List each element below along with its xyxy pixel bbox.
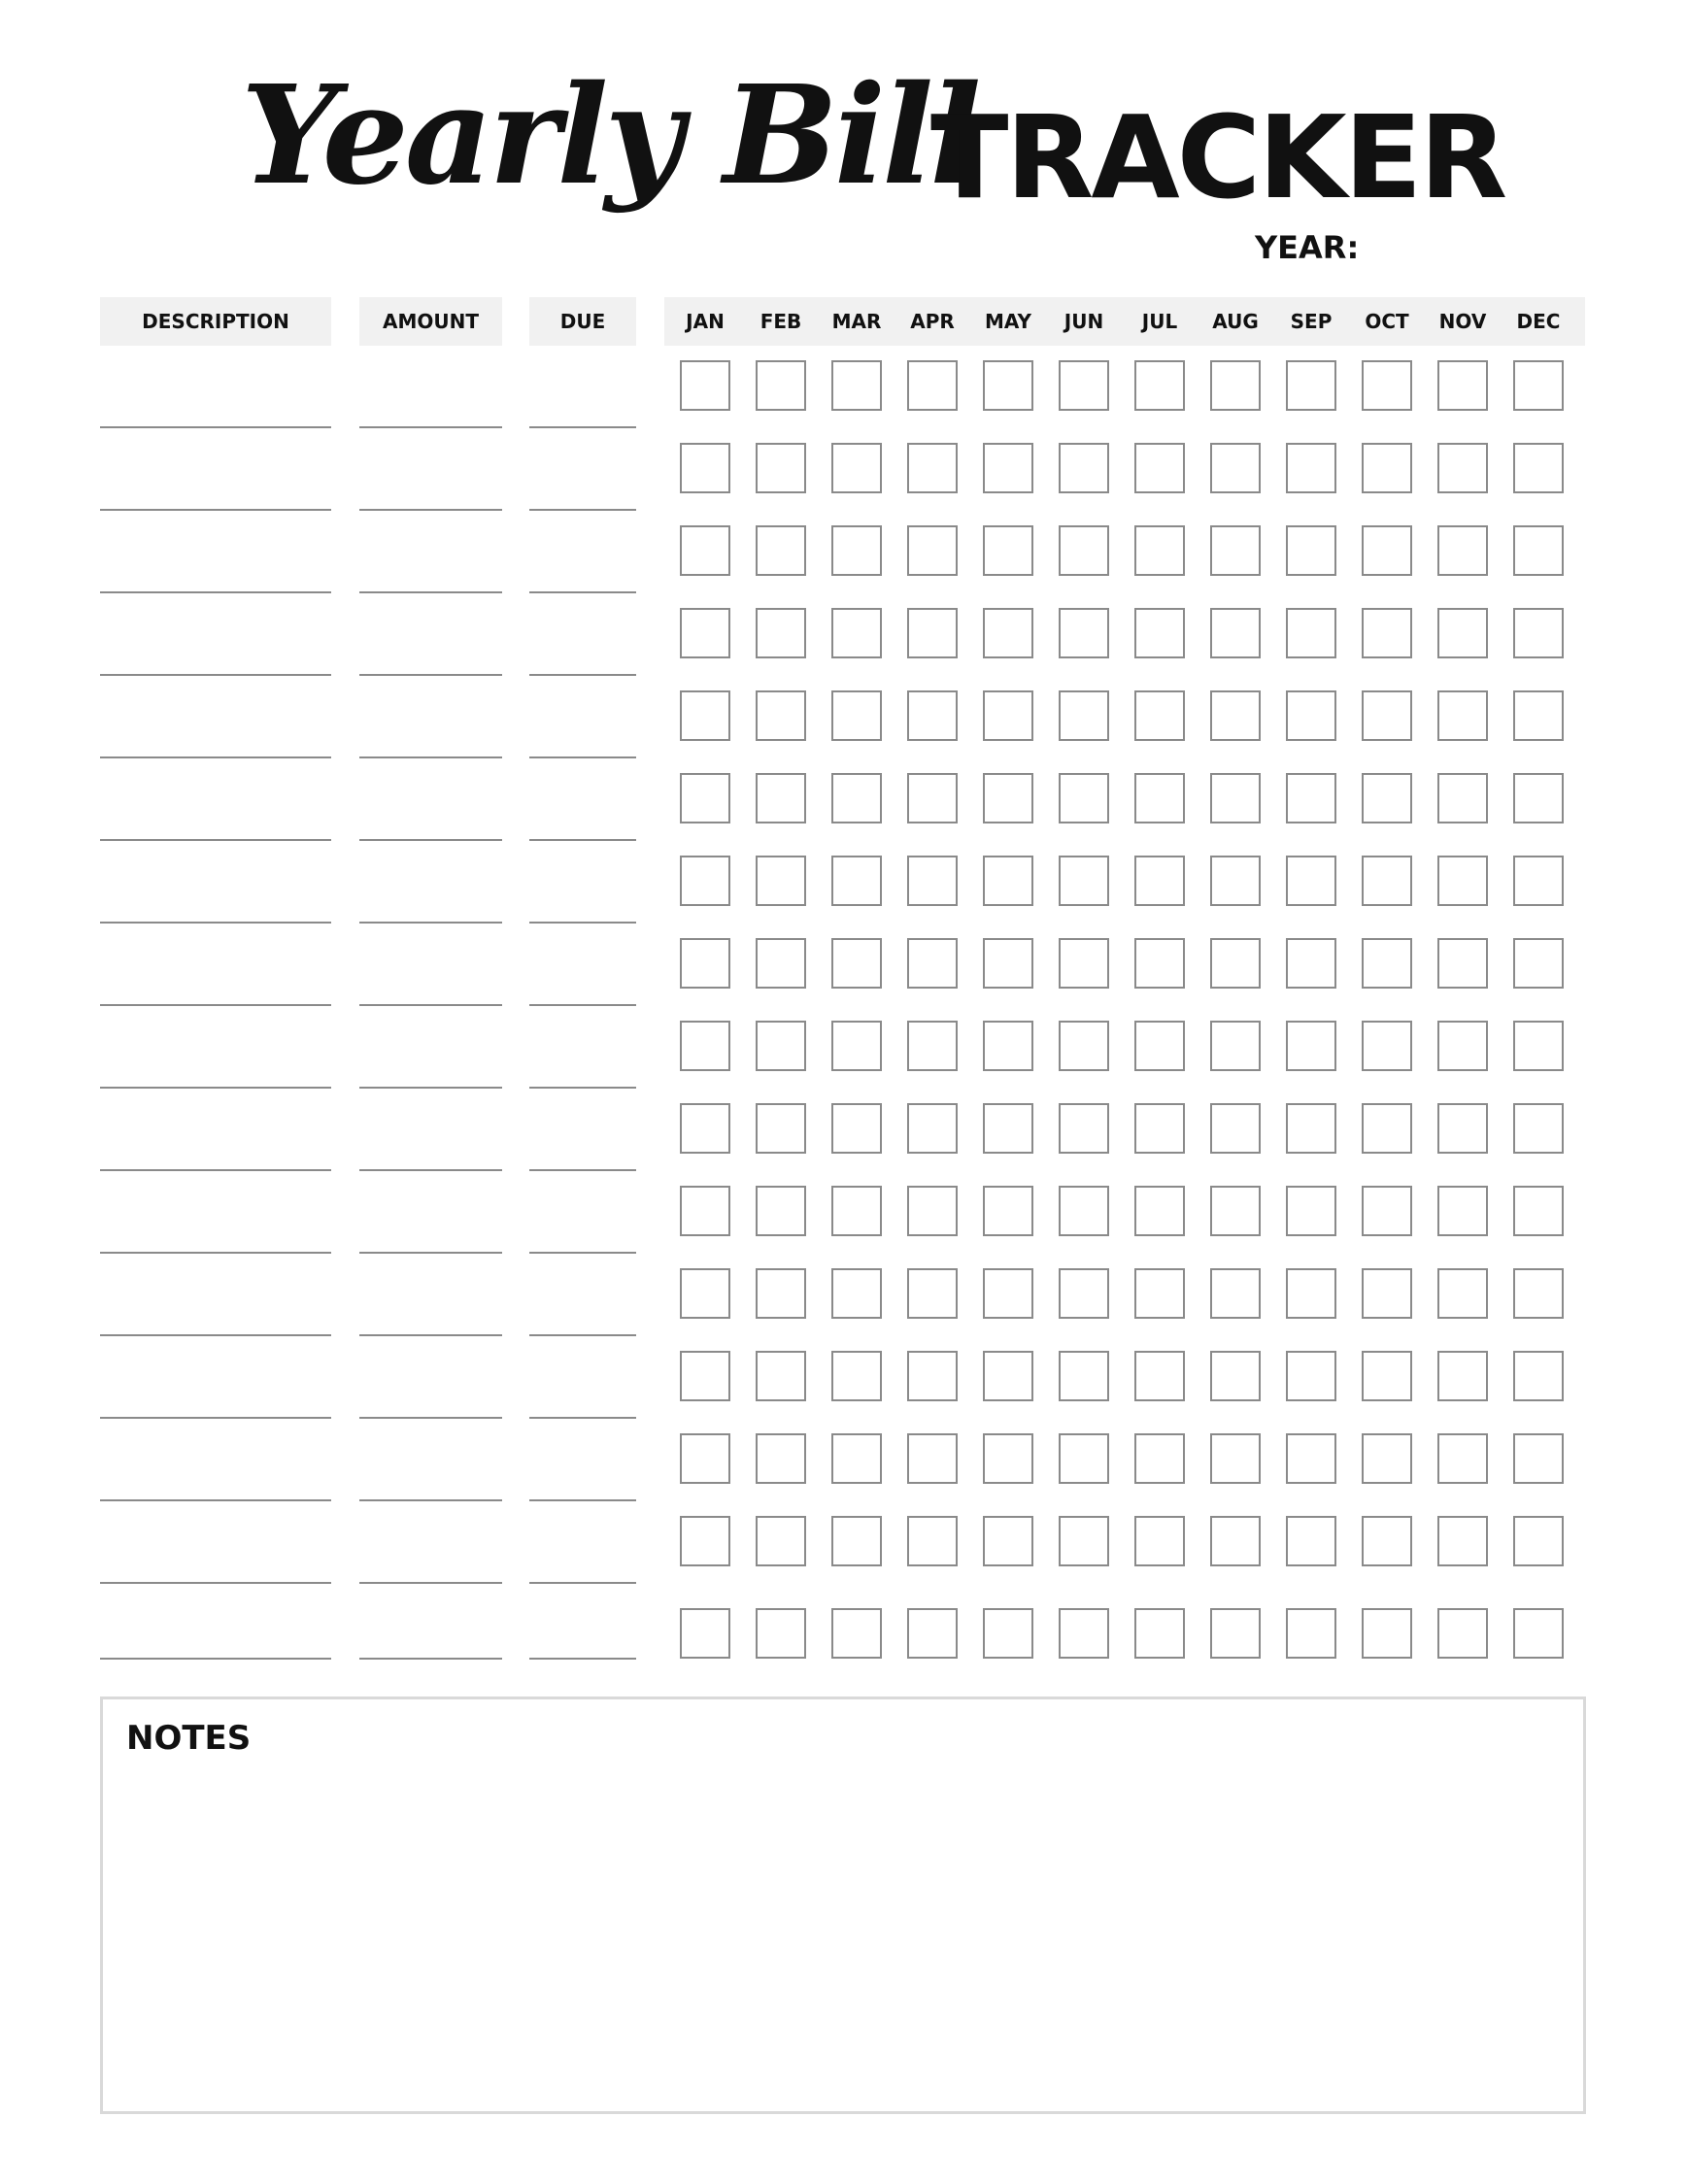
checkbox-jul[interactable] xyxy=(1134,1351,1185,1401)
checkbox-dec[interactable] xyxy=(1513,690,1564,741)
checkbox-dec[interactable] xyxy=(1513,1608,1564,1659)
due-line[interactable] xyxy=(529,426,636,428)
checkbox-apr[interactable] xyxy=(907,1021,958,1071)
checkbox-sep[interactable] xyxy=(1286,525,1336,576)
due-line[interactable] xyxy=(529,1252,636,1254)
checkbox-nov[interactable] xyxy=(1437,1351,1488,1401)
checkbox-oct[interactable] xyxy=(1362,443,1412,493)
checkbox-jan[interactable] xyxy=(680,443,730,493)
checkbox-dec[interactable] xyxy=(1513,443,1564,493)
checkbox-jan[interactable] xyxy=(680,938,730,989)
due-line[interactable] xyxy=(529,509,636,511)
due-line[interactable] xyxy=(529,839,636,841)
checkbox-mar[interactable] xyxy=(831,1516,882,1566)
checkbox-mar[interactable] xyxy=(831,525,882,576)
month-header-may: MAY xyxy=(985,310,1031,333)
checkbox-aug[interactable] xyxy=(1210,1186,1261,1236)
month-header-dec: DEC xyxy=(1516,310,1561,333)
description-line[interactable] xyxy=(100,1334,331,1336)
checkbox-jul[interactable] xyxy=(1134,690,1185,741)
checkbox-aug[interactable] xyxy=(1210,525,1261,576)
amount-line[interactable] xyxy=(359,1417,502,1419)
checkbox-feb[interactable] xyxy=(756,1103,806,1154)
checkbox-dec[interactable] xyxy=(1513,1268,1564,1319)
checkbox-jan[interactable] xyxy=(680,608,730,658)
checkbox-nov[interactable] xyxy=(1437,938,1488,989)
checkbox-feb[interactable] xyxy=(756,1268,806,1319)
checkbox-jun[interactable] xyxy=(1059,856,1109,906)
notes-box[interactable] xyxy=(100,1697,1586,2114)
due-line[interactable] xyxy=(529,756,636,758)
description-header: DESCRIPTION xyxy=(100,297,331,346)
checkbox-jul[interactable] xyxy=(1134,1186,1185,1236)
checkbox-sep[interactable] xyxy=(1286,856,1336,906)
checkbox-jun[interactable] xyxy=(1059,1351,1109,1401)
due-line[interactable] xyxy=(529,591,636,593)
checkbox-sep[interactable] xyxy=(1286,1021,1336,1071)
checkbox-apr[interactable] xyxy=(907,690,958,741)
description-line[interactable] xyxy=(100,922,331,924)
checkbox-feb[interactable] xyxy=(756,690,806,741)
checkbox-aug[interactable] xyxy=(1210,1351,1261,1401)
checkbox-jan[interactable] xyxy=(680,1186,730,1236)
checkbox-jul[interactable] xyxy=(1134,1021,1185,1071)
checkbox-dec[interactable] xyxy=(1513,938,1564,989)
checkbox-jul[interactable] xyxy=(1134,1608,1185,1659)
checkbox-apr[interactable] xyxy=(907,443,958,493)
amount-line[interactable] xyxy=(359,591,502,593)
checkbox-dec[interactable] xyxy=(1513,1516,1564,1566)
checkbox-jan[interactable] xyxy=(680,690,730,741)
checkbox-mar[interactable] xyxy=(831,1351,882,1401)
checkbox-mar[interactable] xyxy=(831,856,882,906)
checkbox-oct[interactable] xyxy=(1362,1103,1412,1154)
checkbox-jun[interactable] xyxy=(1059,938,1109,989)
checkbox-mar[interactable] xyxy=(831,1433,882,1484)
due-line[interactable] xyxy=(529,1169,636,1171)
checkbox-oct[interactable] xyxy=(1362,773,1412,823)
checkbox-aug[interactable] xyxy=(1210,608,1261,658)
checkbox-aug[interactable] xyxy=(1210,1608,1261,1659)
checkbox-sep[interactable] xyxy=(1286,1516,1336,1566)
checkbox-jan[interactable] xyxy=(680,1103,730,1154)
checkbox-sep[interactable] xyxy=(1286,1433,1336,1484)
checkbox-jan[interactable] xyxy=(680,856,730,906)
checkbox-may[interactable] xyxy=(983,443,1033,493)
checkbox-aug[interactable] xyxy=(1210,1021,1261,1071)
checkbox-oct[interactable] xyxy=(1362,608,1412,658)
checkbox-mar[interactable] xyxy=(831,443,882,493)
checkbox-jan[interactable] xyxy=(680,525,730,576)
checkbox-oct[interactable] xyxy=(1362,1021,1412,1071)
description-line[interactable] xyxy=(100,426,331,428)
checkbox-aug[interactable] xyxy=(1210,1103,1261,1154)
checkbox-nov[interactable] xyxy=(1437,1186,1488,1236)
checkbox-jul[interactable] xyxy=(1134,608,1185,658)
checkbox-jun[interactable] xyxy=(1059,1021,1109,1071)
title-script: Yearly Bill xyxy=(241,56,978,216)
checkbox-may[interactable] xyxy=(983,690,1033,741)
checkbox-mar[interactable] xyxy=(831,1608,882,1659)
month-header-sep: SEP xyxy=(1290,310,1333,333)
checkbox-dec[interactable] xyxy=(1513,856,1564,906)
checkbox-sep[interactable] xyxy=(1286,938,1336,989)
checkbox-may[interactable] xyxy=(983,1021,1033,1071)
checkbox-jun[interactable] xyxy=(1059,1516,1109,1566)
checkbox-jul[interactable] xyxy=(1134,1268,1185,1319)
checkbox-may[interactable] xyxy=(983,856,1033,906)
checkbox-jul[interactable] xyxy=(1134,525,1185,576)
checkbox-feb[interactable] xyxy=(756,773,806,823)
checkbox-mar[interactable] xyxy=(831,1103,882,1154)
description-line[interactable] xyxy=(100,674,331,676)
checkbox-jan[interactable] xyxy=(680,1433,730,1484)
checkbox-feb[interactable] xyxy=(756,1021,806,1071)
due-line[interactable] xyxy=(529,1087,636,1089)
checkbox-may[interactable] xyxy=(983,525,1033,576)
checkbox-jan[interactable] xyxy=(680,1516,730,1566)
checkbox-jul[interactable] xyxy=(1134,938,1185,989)
checkbox-apr[interactable] xyxy=(907,773,958,823)
checkbox-sep[interactable] xyxy=(1286,773,1336,823)
description-line[interactable] xyxy=(100,1499,331,1501)
checkbox-jul[interactable] xyxy=(1134,443,1185,493)
description-line[interactable] xyxy=(100,1582,331,1584)
checkbox-feb[interactable] xyxy=(756,443,806,493)
checkbox-jul[interactable] xyxy=(1134,1103,1185,1154)
checkbox-may[interactable] xyxy=(983,773,1033,823)
checkbox-mar[interactable] xyxy=(831,938,882,989)
month-header-jul: JUL xyxy=(1141,310,1178,333)
checkbox-may[interactable] xyxy=(983,1103,1033,1154)
amount-line[interactable] xyxy=(359,1252,502,1254)
due-line[interactable] xyxy=(529,1582,636,1584)
due-line[interactable] xyxy=(529,1004,636,1006)
description-line[interactable] xyxy=(100,1087,331,1089)
checkbox-jan[interactable] xyxy=(680,773,730,823)
checkbox-aug[interactable] xyxy=(1210,360,1261,411)
checkbox-dec[interactable] xyxy=(1513,1103,1564,1154)
checkbox-feb[interactable] xyxy=(756,525,806,576)
checkbox-aug[interactable] xyxy=(1210,773,1261,823)
checkbox-nov[interactable] xyxy=(1437,1516,1488,1566)
checkbox-aug[interactable] xyxy=(1210,1516,1261,1566)
checkbox-oct[interactable] xyxy=(1362,690,1412,741)
due-line[interactable] xyxy=(529,1334,636,1336)
description-line[interactable] xyxy=(100,1169,331,1171)
checkbox-feb[interactable] xyxy=(756,1608,806,1659)
checkbox-aug[interactable] xyxy=(1210,856,1261,906)
checkbox-nov[interactable] xyxy=(1437,690,1488,741)
checkbox-may[interactable] xyxy=(983,938,1033,989)
checkbox-jun[interactable] xyxy=(1059,773,1109,823)
amount-header: AMOUNT xyxy=(359,297,502,346)
due-line[interactable] xyxy=(529,1417,636,1419)
checkbox-jun[interactable] xyxy=(1059,525,1109,576)
checkbox-aug[interactable] xyxy=(1210,938,1261,989)
checkbox-jun[interactable] xyxy=(1059,1103,1109,1154)
description-line[interactable] xyxy=(100,1004,331,1006)
checkbox-jul[interactable] xyxy=(1134,1433,1185,1484)
checkbox-apr[interactable] xyxy=(907,525,958,576)
amount-line[interactable] xyxy=(359,839,502,841)
checkbox-nov[interactable] xyxy=(1437,1433,1488,1484)
month-header-jan: JAN xyxy=(686,310,725,333)
checkbox-jan[interactable] xyxy=(680,360,730,411)
checkbox-oct[interactable] xyxy=(1362,1351,1412,1401)
description-line[interactable] xyxy=(100,509,331,511)
checkbox-aug[interactable] xyxy=(1210,443,1261,493)
checkbox-dec[interactable] xyxy=(1513,525,1564,576)
amount-line[interactable] xyxy=(359,1169,502,1171)
checkbox-oct[interactable] xyxy=(1362,525,1412,576)
checkbox-jun[interactable] xyxy=(1059,360,1109,411)
month-header-mar: MAR xyxy=(831,310,882,333)
checkbox-feb[interactable] xyxy=(756,1351,806,1401)
checkbox-dec[interactable] xyxy=(1513,608,1564,658)
checkbox-oct[interactable] xyxy=(1362,856,1412,906)
checkbox-jun[interactable] xyxy=(1059,690,1109,741)
due-line[interactable] xyxy=(529,1658,636,1660)
due-line[interactable] xyxy=(529,674,636,676)
checkbox-jan[interactable] xyxy=(680,1351,730,1401)
month-header-jun: JUN xyxy=(1063,310,1104,333)
checkbox-nov[interactable] xyxy=(1437,773,1488,823)
due-line[interactable] xyxy=(529,922,636,924)
checkbox-feb[interactable] xyxy=(756,360,806,411)
year-label: YEAR: xyxy=(1255,229,1360,266)
checkbox-may[interactable] xyxy=(983,1516,1033,1566)
checkbox-oct[interactable] xyxy=(1362,360,1412,411)
checkbox-nov[interactable] xyxy=(1437,1608,1488,1659)
checkbox-nov[interactable] xyxy=(1437,1268,1488,1319)
checkbox-sep[interactable] xyxy=(1286,1268,1336,1319)
checkbox-may[interactable] xyxy=(983,1433,1033,1484)
checkbox-apr[interactable] xyxy=(907,360,958,411)
checkbox-may[interactable] xyxy=(983,360,1033,411)
checkbox-dec[interactable] xyxy=(1513,1021,1564,1071)
checkbox-jun[interactable] xyxy=(1059,1608,1109,1659)
amount-line[interactable] xyxy=(359,756,502,758)
checkbox-nov[interactable] xyxy=(1437,1103,1488,1154)
checkbox-apr[interactable] xyxy=(907,1433,958,1484)
checkbox-oct[interactable] xyxy=(1362,1186,1412,1236)
checkbox-dec[interactable] xyxy=(1513,1433,1564,1484)
checkbox-sep[interactable] xyxy=(1286,608,1336,658)
checkbox-jun[interactable] xyxy=(1059,608,1109,658)
checkbox-sep[interactable] xyxy=(1286,1186,1336,1236)
checkbox-mar[interactable] xyxy=(831,608,882,658)
checkbox-apr[interactable] xyxy=(907,608,958,658)
checkbox-jun[interactable] xyxy=(1059,1268,1109,1319)
checkbox-dec[interactable] xyxy=(1513,1186,1564,1236)
amount-line[interactable] xyxy=(359,1582,502,1584)
checkbox-feb[interactable] xyxy=(756,1186,806,1236)
checkbox-sep[interactable] xyxy=(1286,360,1336,411)
checkbox-may[interactable] xyxy=(983,608,1033,658)
amount-line[interactable] xyxy=(359,1334,502,1336)
amount-line[interactable] xyxy=(359,509,502,511)
checkbox-sep[interactable] xyxy=(1286,443,1336,493)
checkbox-jun[interactable] xyxy=(1059,1433,1109,1484)
description-line[interactable] xyxy=(100,756,331,758)
checkbox-jul[interactable] xyxy=(1134,360,1185,411)
checkbox-may[interactable] xyxy=(983,1351,1033,1401)
checkbox-jul[interactable] xyxy=(1134,773,1185,823)
due-header: DUE xyxy=(529,297,636,346)
checkbox-nov[interactable] xyxy=(1437,525,1488,576)
title-tracker: TRACKER xyxy=(930,90,1505,224)
checkbox-apr[interactable] xyxy=(907,1103,958,1154)
checkbox-apr[interactable] xyxy=(907,938,958,989)
month-header-nov: NOV xyxy=(1438,310,1487,333)
checkbox-jun[interactable] xyxy=(1059,443,1109,493)
checkbox-oct[interactable] xyxy=(1362,1516,1412,1566)
checkbox-feb[interactable] xyxy=(756,1433,806,1484)
checkbox-jul[interactable] xyxy=(1134,1516,1185,1566)
checkbox-nov[interactable] xyxy=(1437,1021,1488,1071)
checkbox-may[interactable] xyxy=(983,1268,1033,1319)
checkbox-mar[interactable] xyxy=(831,690,882,741)
checkbox-jul[interactable] xyxy=(1134,856,1185,906)
checkbox-sep[interactable] xyxy=(1286,1608,1336,1659)
checkbox-aug[interactable] xyxy=(1210,1433,1261,1484)
checkbox-may[interactable] xyxy=(983,1186,1033,1236)
amount-line[interactable] xyxy=(359,1004,502,1006)
description-line[interactable] xyxy=(100,1252,331,1254)
checkbox-feb[interactable] xyxy=(756,1516,806,1566)
amount-line[interactable] xyxy=(359,1087,502,1089)
checkbox-dec[interactable] xyxy=(1513,773,1564,823)
month-header-aug: AUG xyxy=(1212,310,1259,333)
checkbox-feb[interactable] xyxy=(756,608,806,658)
description-line[interactable] xyxy=(100,1658,331,1660)
checkbox-feb[interactable] xyxy=(756,856,806,906)
description-line[interactable] xyxy=(100,839,331,841)
amount-line[interactable] xyxy=(359,922,502,924)
checkbox-jun[interactable] xyxy=(1059,1186,1109,1236)
checkbox-sep[interactable] xyxy=(1286,1351,1336,1401)
checkbox-apr[interactable] xyxy=(907,856,958,906)
checkbox-jan[interactable] xyxy=(680,1268,730,1319)
checkbox-jan[interactable] xyxy=(680,1021,730,1071)
checkbox-nov[interactable] xyxy=(1437,360,1488,411)
checkbox-mar[interactable] xyxy=(831,1268,882,1319)
checkbox-mar[interactable] xyxy=(831,1186,882,1236)
checkbox-mar[interactable] xyxy=(831,360,882,411)
checkbox-nov[interactable] xyxy=(1437,856,1488,906)
checkbox-apr[interactable] xyxy=(907,1351,958,1401)
description-line[interactable] xyxy=(100,591,331,593)
checkbox-apr[interactable] xyxy=(907,1268,958,1319)
checkbox-aug[interactable] xyxy=(1210,690,1261,741)
month-header-oct: OCT xyxy=(1365,310,1409,333)
checkbox-nov[interactable] xyxy=(1437,443,1488,493)
checkbox-sep[interactable] xyxy=(1286,690,1336,741)
checkbox-mar[interactable] xyxy=(831,773,882,823)
checkbox-jan[interactable] xyxy=(680,1608,730,1659)
checkbox-nov[interactable] xyxy=(1437,608,1488,658)
amount-line[interactable] xyxy=(359,1499,502,1501)
checkbox-may[interactable] xyxy=(983,1608,1033,1659)
month-header-apr: APR xyxy=(910,310,955,333)
amount-line[interactable] xyxy=(359,426,502,428)
checkbox-oct[interactable] xyxy=(1362,1268,1412,1319)
checkbox-oct[interactable] xyxy=(1362,1608,1412,1659)
notes-label: NOTES xyxy=(126,1719,252,1758)
checkbox-dec[interactable] xyxy=(1513,360,1564,411)
checkbox-feb[interactable] xyxy=(756,938,806,989)
checkbox-mar[interactable] xyxy=(831,1021,882,1071)
month-header-feb: FEB xyxy=(760,310,802,333)
checkbox-apr[interactable] xyxy=(907,1608,958,1659)
checkbox-apr[interactable] xyxy=(907,1186,958,1236)
checkbox-apr[interactable] xyxy=(907,1516,958,1566)
checkbox-sep[interactable] xyxy=(1286,1103,1336,1154)
amount-line[interactable] xyxy=(359,1658,502,1660)
checkbox-oct[interactable] xyxy=(1362,938,1412,989)
checkbox-dec[interactable] xyxy=(1513,1351,1564,1401)
checkbox-oct[interactable] xyxy=(1362,1433,1412,1484)
checkbox-aug[interactable] xyxy=(1210,1268,1261,1319)
amount-line[interactable] xyxy=(359,674,502,676)
description-line[interactable] xyxy=(100,1417,331,1419)
due-line[interactable] xyxy=(529,1499,636,1501)
